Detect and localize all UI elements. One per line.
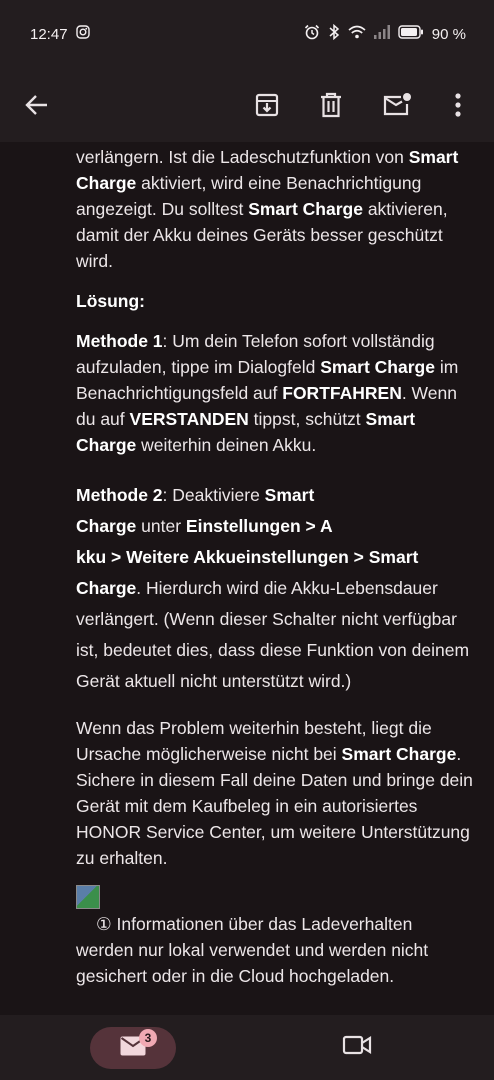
alarm-icon — [304, 24, 320, 44]
method-1-paragraph — [76, 328, 474, 458]
email-body — [0, 142, 494, 1015]
text: tippst, schützt — [248, 409, 366, 429]
bold-text: Charge — [76, 578, 137, 598]
bold-text: kku > Weitere Akkueinstellungen > Smart — [76, 547, 419, 567]
further-help-paragraph — [76, 715, 474, 871]
method-2-paragraph — [76, 480, 474, 697]
mark-unread-icon[interactable] — [376, 84, 418, 126]
bold-text: Einstellungen > A — [185, 516, 333, 536]
bold-text: Smart Charge — [341, 744, 457, 764]
broken-image-icon — [76, 885, 100, 909]
status-bar — [0, 0, 494, 68]
back-arrow-icon[interactable] — [16, 84, 58, 126]
bold-text: Smart Charge — [76, 409, 416, 455]
wifi-icon — [348, 25, 366, 43]
bold-text: Charge — [76, 516, 137, 536]
delete-icon[interactable] — [310, 84, 352, 126]
mail-tab[interactable] — [90, 1027, 176, 1069]
text: im Benachrichtigungsfeld auf — [76, 357, 459, 403]
battery-percent: 90 % — [431, 25, 466, 43]
instagram-icon — [76, 25, 90, 43]
mail-badge: 3 — [139, 1029, 157, 1047]
text: Wenn das Problem weiterhin besteht, liegt die Ursache möglicherweise nicht bei — [76, 718, 432, 764]
video-icon[interactable] — [342, 1033, 378, 1063]
text: verlängern. Ist die Ladeschutzfunktion von — [76, 147, 409, 167]
bottom-nav — [0, 1015, 494, 1080]
bold-text: Methode 2 — [76, 485, 163, 505]
bold-text: Lösung: — [76, 291, 146, 311]
toolbar — [0, 68, 494, 142]
text: . Sichere in diesem Fall deine Daten und bringe dein Gerät mit dem Kaufbeleg in ein autorisiertes HONOR Service Center, um weitere Unterstützung zu erhalten. — [76, 744, 473, 868]
bold-text: Smart Charge — [320, 357, 435, 377]
text: : Um dein Telefon sofort vollständig aufzuladen, tippe im Dialogfeld — [76, 331, 435, 377]
bold-text: Smart — [264, 485, 315, 505]
text: aktivieren, damit der Akku deines Geräts besser geschützt wird. — [76, 199, 448, 271]
note-paragraph — [76, 885, 474, 989]
text: weiterhin deinen Akku. — [136, 435, 317, 455]
bold-text: Methode 1 — [76, 331, 163, 351]
bold-text: Smart Charge — [248, 199, 363, 219]
battery-icon — [398, 25, 424, 43]
text: . Wenn du auf — [76, 383, 457, 429]
text: : Deaktiviere — [162, 485, 265, 505]
status-time: 12:47 — [30, 25, 68, 43]
solution-heading — [76, 288, 474, 314]
bold-text: FORTFAHREN — [282, 383, 402, 403]
archive-icon[interactable] — [246, 84, 288, 126]
bold-text: VERSTANDEN — [129, 409, 249, 429]
signal-icon — [374, 25, 390, 43]
text: ① Informationen über das Ladeverhalten werden nur lokal verwendet und werden nicht gesichert oder in die Cloud hochgeladen. — [76, 914, 429, 986]
bluetooth-icon — [328, 24, 340, 44]
paragraph-charge-info — [76, 142, 474, 274]
bold-text: Smart Charge — [76, 147, 459, 193]
text: . Hierdurch wird die Akku-Lebensdauer verlängert. (Wenn dieser Schalter nicht verfügbar ist, bedeutet dies, dass diese Funktion von deinem Gerät aktuell nicht unterstützt wird.) — [76, 578, 470, 691]
text: aktiviert, wird eine Benachrichtigung angezeigt. Du solltest — [76, 173, 422, 219]
text: unter — [136, 516, 186, 536]
more-vert-icon[interactable] — [437, 84, 479, 126]
